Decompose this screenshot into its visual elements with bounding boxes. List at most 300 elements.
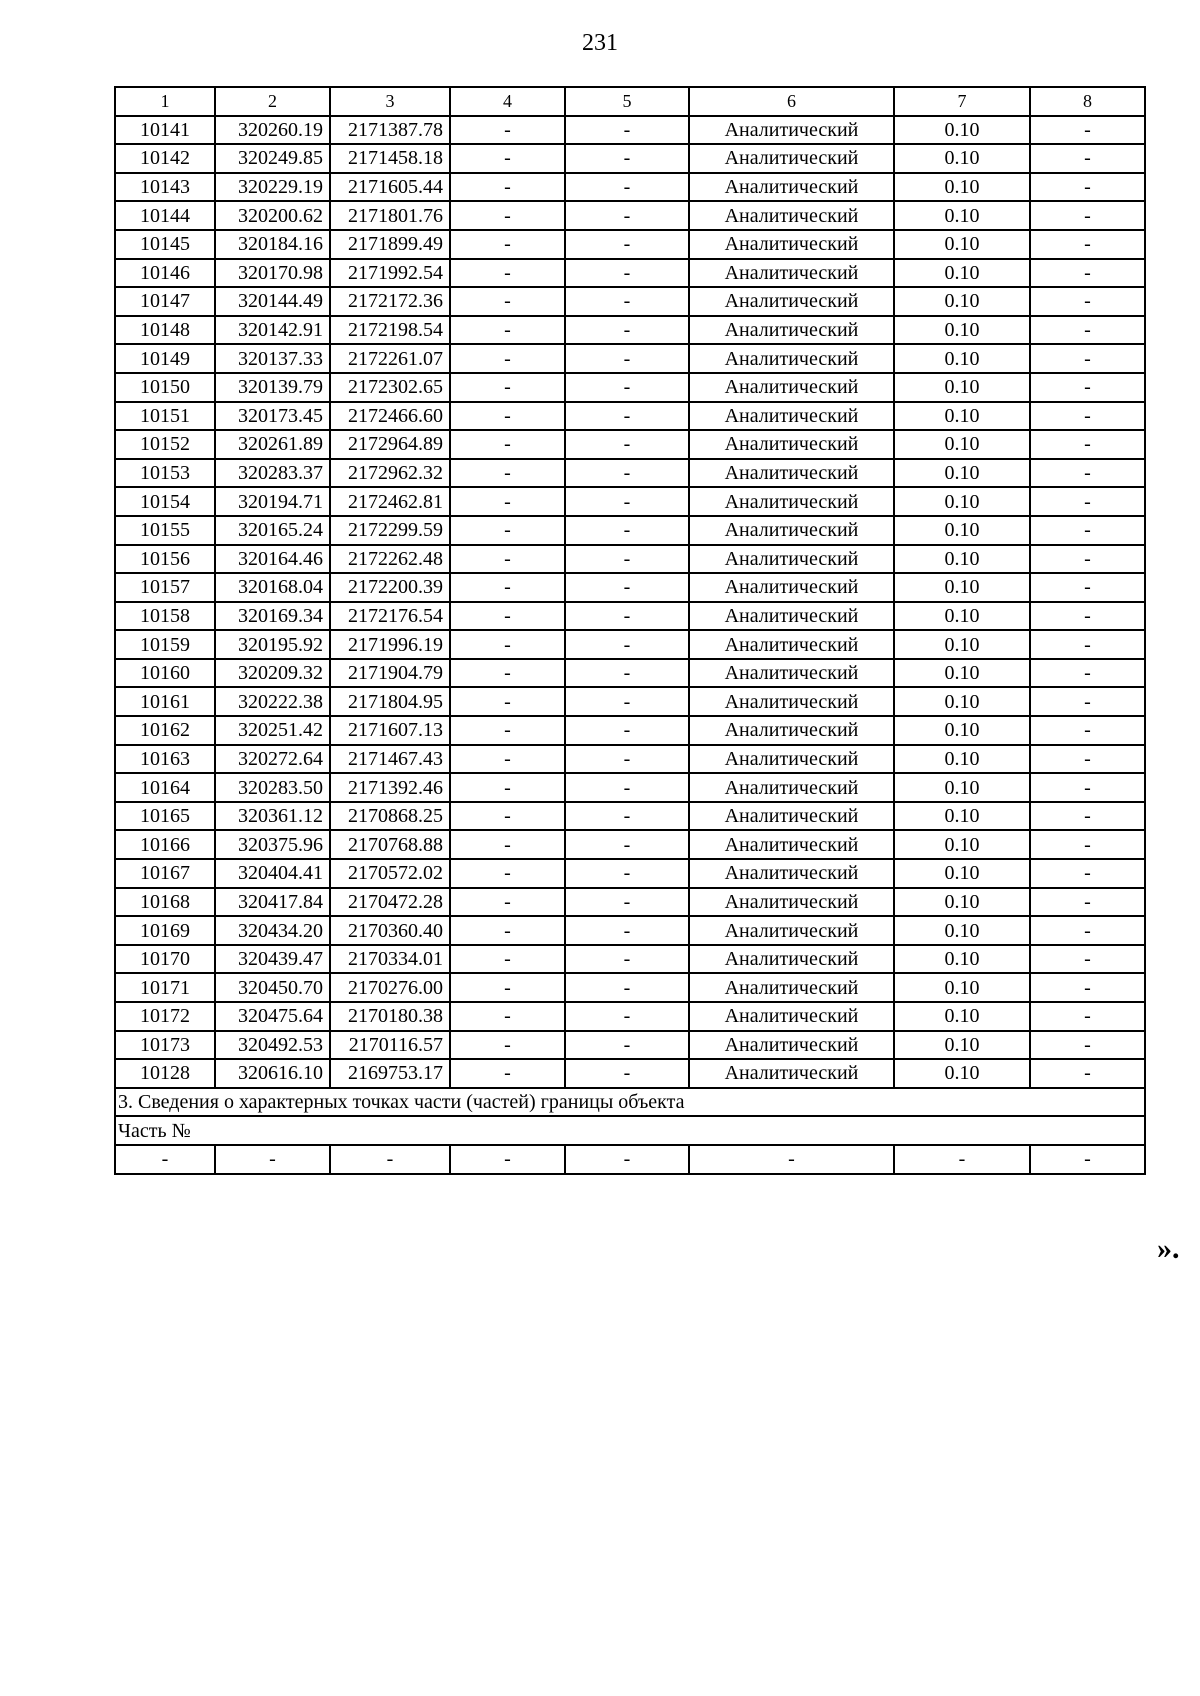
col8-cell: - — [1030, 659, 1145, 688]
method-cell: Аналитический — [689, 973, 894, 1002]
accuracy-cell: 0.10 — [894, 316, 1030, 345]
y-coordinate-cell: 2170472.28 — [330, 888, 450, 917]
point-number-cell: 10170 — [115, 945, 215, 974]
col5-cell: - — [565, 916, 689, 945]
accuracy-cell: 0.10 — [894, 630, 1030, 659]
method-cell: Аналитический — [689, 916, 894, 945]
method-cell: Аналитический — [689, 773, 894, 802]
method-cell: Аналитический — [689, 802, 894, 831]
col5-cell: - — [565, 373, 689, 402]
col4-cell: - — [450, 230, 565, 259]
column-header: 5 — [565, 87, 689, 116]
accuracy-cell: 0.10 — [894, 659, 1030, 688]
col8-cell: - — [1030, 459, 1145, 488]
y-coordinate-cell: 2171996.19 — [330, 630, 450, 659]
point-number-cell: 10159 — [115, 630, 215, 659]
col5-cell: - — [565, 545, 689, 574]
x-coordinate-cell: 320272.64 — [215, 745, 330, 774]
point-number-cell: 10150 — [115, 373, 215, 402]
col5-cell: - — [565, 430, 689, 459]
col4-cell: - — [450, 916, 565, 945]
part-data-cell: - — [894, 1145, 1030, 1174]
col8-cell: - — [1030, 773, 1145, 802]
col8-cell: - — [1030, 1002, 1145, 1031]
point-number-cell: 10155 — [115, 516, 215, 545]
y-coordinate-cell: 2171392.46 — [330, 773, 450, 802]
accuracy-cell: 0.10 — [894, 687, 1030, 716]
method-cell: Аналитический — [689, 1059, 894, 1088]
y-coordinate-cell: 2171899.49 — [330, 230, 450, 259]
col5-cell: - — [565, 773, 689, 802]
method-cell: Аналитический — [689, 259, 894, 288]
col4-cell: - — [450, 259, 565, 288]
col8-cell: - — [1030, 287, 1145, 316]
y-coordinate-cell: 2170868.25 — [330, 802, 450, 831]
method-cell: Аналитический — [689, 344, 894, 373]
table-row — [115, 144, 1145, 173]
y-coordinate-cell: 2172962.32 — [330, 459, 450, 488]
method-cell: Аналитический — [689, 316, 894, 345]
col5-cell: - — [565, 802, 689, 831]
table-row — [115, 945, 1145, 974]
col4-cell: - — [450, 545, 565, 574]
col8-cell: - — [1030, 602, 1145, 631]
accuracy-cell: 0.10 — [894, 545, 1030, 574]
col8-cell: - — [1030, 316, 1145, 345]
col5-cell: - — [565, 173, 689, 202]
col8-cell: - — [1030, 945, 1145, 974]
y-coordinate-cell: 2171992.54 — [330, 259, 450, 288]
col5-cell: - — [565, 259, 689, 288]
col4-cell: - — [450, 773, 565, 802]
accuracy-cell: 0.10 — [894, 1059, 1030, 1088]
y-coordinate-cell: 2171904.79 — [330, 659, 450, 688]
x-coordinate-cell: 320229.19 — [215, 173, 330, 202]
column-header: 6 — [689, 87, 894, 116]
col8-cell: - — [1030, 973, 1145, 1002]
table-row — [115, 916, 1145, 945]
col4-cell: - — [450, 1031, 565, 1060]
col8-cell: - — [1030, 916, 1145, 945]
x-coordinate-cell: 320142.91 — [215, 316, 330, 345]
closing-quote-mark: ». — [1157, 1232, 1180, 1265]
col5-cell: - — [565, 487, 689, 516]
col5-cell: - — [565, 659, 689, 688]
x-coordinate-cell: 320404.41 — [215, 859, 330, 888]
y-coordinate-cell: 2172176.54 — [330, 602, 450, 631]
col4-cell: - — [450, 316, 565, 345]
table-row — [115, 259, 1145, 288]
section-title: 3. Сведения о характерных точках части (частей) границы объекта — [115, 1088, 1145, 1117]
point-number-cell: 10158 — [115, 602, 215, 631]
col4-cell: - — [450, 116, 565, 145]
accuracy-cell: 0.10 — [894, 916, 1030, 945]
x-coordinate-cell: 320261.89 — [215, 430, 330, 459]
accuracy-cell: 0.10 — [894, 716, 1030, 745]
section-title-row — [115, 1088, 1145, 1117]
y-coordinate-cell: 2172299.59 — [330, 516, 450, 545]
x-coordinate-cell: 320283.50 — [215, 773, 330, 802]
y-coordinate-cell: 2171605.44 — [330, 173, 450, 202]
point-number-cell: 10164 — [115, 773, 215, 802]
col4-cell: - — [450, 859, 565, 888]
point-number-cell: 10147 — [115, 287, 215, 316]
x-coordinate-cell: 320195.92 — [215, 630, 330, 659]
part-data-cell: - — [330, 1145, 450, 1174]
method-cell: Аналитический — [689, 659, 894, 688]
y-coordinate-cell: 2172198.54 — [330, 316, 450, 345]
point-number-cell: 10148 — [115, 316, 215, 345]
col5-cell: - — [565, 402, 689, 431]
table-row — [115, 716, 1145, 745]
col8-cell: - — [1030, 116, 1145, 145]
table-row — [115, 373, 1145, 402]
col8-cell: - — [1030, 630, 1145, 659]
col8-cell: - — [1030, 687, 1145, 716]
method-cell: Аналитический — [689, 373, 894, 402]
accuracy-cell: 0.10 — [894, 888, 1030, 917]
y-coordinate-cell: 2171458.18 — [330, 144, 450, 173]
y-coordinate-cell: 2172302.65 — [330, 373, 450, 402]
col5-cell: - — [565, 287, 689, 316]
col5-cell: - — [565, 116, 689, 145]
x-coordinate-cell: 320165.24 — [215, 516, 330, 545]
point-number-cell: 10156 — [115, 545, 215, 574]
part-data-cell: - — [115, 1145, 215, 1174]
y-coordinate-cell: 2171467.43 — [330, 745, 450, 774]
y-coordinate-cell: 2170768.88 — [330, 830, 450, 859]
point-number-cell: 10161 — [115, 687, 215, 716]
table-row — [115, 1059, 1145, 1088]
table-row — [115, 602, 1145, 631]
col4-cell: - — [450, 1059, 565, 1088]
table-row — [115, 230, 1145, 259]
method-cell: Аналитический — [689, 430, 894, 459]
y-coordinate-cell: 2170276.00 — [330, 973, 450, 1002]
accuracy-cell: 0.10 — [894, 116, 1030, 145]
part-data-cell: - — [450, 1145, 565, 1174]
method-cell: Аналитический — [689, 888, 894, 917]
method-cell: Аналитический — [689, 173, 894, 202]
method-cell: Аналитический — [689, 830, 894, 859]
method-cell: Аналитический — [689, 573, 894, 602]
col4-cell: - — [450, 287, 565, 316]
x-coordinate-cell: 320450.70 — [215, 973, 330, 1002]
method-cell: Аналитический — [689, 287, 894, 316]
point-number-cell: 10162 — [115, 716, 215, 745]
accuracy-cell: 0.10 — [894, 830, 1030, 859]
method-cell: Аналитический — [689, 859, 894, 888]
col5-cell: - — [565, 516, 689, 545]
col4-cell: - — [450, 659, 565, 688]
part-data-row — [115, 1145, 1145, 1174]
x-coordinate-cell: 320260.19 — [215, 116, 330, 145]
accuracy-cell: 0.10 — [894, 259, 1030, 288]
method-cell: Аналитический — [689, 1002, 894, 1031]
col5-cell: - — [565, 316, 689, 345]
y-coordinate-cell: 2170116.57 — [330, 1031, 450, 1060]
col4-cell: - — [450, 802, 565, 831]
point-number-cell: 10163 — [115, 745, 215, 774]
col8-cell: - — [1030, 1031, 1145, 1060]
col4-cell: - — [450, 573, 565, 602]
col8-cell: - — [1030, 259, 1145, 288]
y-coordinate-cell: 2170180.38 — [330, 1002, 450, 1031]
col4-cell: - — [450, 516, 565, 545]
accuracy-cell: 0.10 — [894, 945, 1030, 974]
table-row — [115, 201, 1145, 230]
accuracy-cell: 0.10 — [894, 859, 1030, 888]
method-cell: Аналитический — [689, 459, 894, 488]
table-row — [115, 687, 1145, 716]
col5-cell: - — [565, 1059, 689, 1088]
table-row — [115, 459, 1145, 488]
point-number-cell: 10168 — [115, 888, 215, 917]
point-number-cell: 10165 — [115, 802, 215, 831]
x-coordinate-cell: 320164.46 — [215, 545, 330, 574]
accuracy-cell: 0.10 — [894, 973, 1030, 1002]
table-row — [115, 888, 1145, 917]
table-row — [115, 859, 1145, 888]
col4-cell: - — [450, 945, 565, 974]
col8-cell: - — [1030, 716, 1145, 745]
x-coordinate-cell: 320137.33 — [215, 344, 330, 373]
col4-cell: - — [450, 687, 565, 716]
col8-cell: - — [1030, 545, 1145, 574]
col5-cell: - — [565, 230, 689, 259]
accuracy-cell: 0.10 — [894, 602, 1030, 631]
y-coordinate-cell: 2169753.17 — [330, 1059, 450, 1088]
accuracy-cell: 0.10 — [894, 402, 1030, 431]
x-coordinate-cell: 320475.64 — [215, 1002, 330, 1031]
column-header: 3 — [330, 87, 450, 116]
col4-cell: - — [450, 830, 565, 859]
method-cell: Аналитический — [689, 630, 894, 659]
col5-cell: - — [565, 859, 689, 888]
method-cell: Аналитический — [689, 201, 894, 230]
table-row — [115, 402, 1145, 431]
x-coordinate-cell: 320168.04 — [215, 573, 330, 602]
table-row — [115, 630, 1145, 659]
point-number-cell: 10172 — [115, 1002, 215, 1031]
y-coordinate-cell: 2172462.81 — [330, 487, 450, 516]
point-number-cell: 10173 — [115, 1031, 215, 1060]
x-coordinate-cell: 320492.53 — [215, 1031, 330, 1060]
col5-cell: - — [565, 1002, 689, 1031]
point-number-cell: 10154 — [115, 487, 215, 516]
accuracy-cell: 0.10 — [894, 230, 1030, 259]
y-coordinate-cell: 2172200.39 — [330, 573, 450, 602]
col8-cell: - — [1030, 230, 1145, 259]
col8-cell: - — [1030, 373, 1145, 402]
col4-cell: - — [450, 745, 565, 774]
method-cell: Аналитический — [689, 516, 894, 545]
accuracy-cell: 0.10 — [894, 173, 1030, 202]
col5-cell: - — [565, 602, 689, 631]
table-body — [115, 87, 1145, 1174]
col5-cell: - — [565, 888, 689, 917]
col4-cell: - — [450, 144, 565, 173]
col8-cell: - — [1030, 888, 1145, 917]
col4-cell: - — [450, 373, 565, 402]
table-row — [115, 1031, 1145, 1060]
accuracy-cell: 0.10 — [894, 201, 1030, 230]
col8-cell: - — [1030, 487, 1145, 516]
table-row — [115, 173, 1145, 202]
x-coordinate-cell: 320194.71 — [215, 487, 330, 516]
method-cell: Аналитический — [689, 745, 894, 774]
part-label-row — [115, 1116, 1145, 1145]
page-number: 231 — [582, 30, 618, 56]
accuracy-cell: 0.10 — [894, 773, 1030, 802]
accuracy-cell: 0.10 — [894, 373, 1030, 402]
col4-cell: - — [450, 487, 565, 516]
method-cell: Аналитический — [689, 945, 894, 974]
x-coordinate-cell: 320209.32 — [215, 659, 330, 688]
x-coordinate-cell: 320616.10 — [215, 1059, 330, 1088]
col4-cell: - — [450, 973, 565, 1002]
table-row — [115, 116, 1145, 145]
x-coordinate-cell: 320375.96 — [215, 830, 330, 859]
column-header: 4 — [450, 87, 565, 116]
x-coordinate-cell: 320417.84 — [215, 888, 330, 917]
method-cell: Аналитический — [689, 716, 894, 745]
table-row — [115, 573, 1145, 602]
point-number-cell: 10145 — [115, 230, 215, 259]
column-header: 2 — [215, 87, 330, 116]
accuracy-cell: 0.10 — [894, 459, 1030, 488]
column-header: 7 — [894, 87, 1030, 116]
point-number-cell: 10160 — [115, 659, 215, 688]
point-number-cell: 10142 — [115, 144, 215, 173]
point-number-cell: 10166 — [115, 830, 215, 859]
col4-cell: - — [450, 402, 565, 431]
method-cell: Аналитический — [689, 545, 894, 574]
y-coordinate-cell: 2170360.40 — [330, 916, 450, 945]
y-coordinate-cell: 2171387.78 — [330, 116, 450, 145]
col4-cell: - — [450, 602, 565, 631]
col8-cell: - — [1030, 573, 1145, 602]
x-coordinate-cell: 320361.12 — [215, 802, 330, 831]
method-cell: Аналитический — [689, 402, 894, 431]
table-row — [115, 430, 1145, 459]
part-data-cell: - — [689, 1145, 894, 1174]
x-coordinate-cell: 320283.37 — [215, 459, 330, 488]
col8-cell: - — [1030, 402, 1145, 431]
column-header: 1 — [115, 87, 215, 116]
table-row — [115, 659, 1145, 688]
accuracy-cell: 0.10 — [894, 573, 1030, 602]
point-number-cell: 10143 — [115, 173, 215, 202]
x-coordinate-cell: 320169.34 — [215, 602, 330, 631]
accuracy-cell: 0.10 — [894, 802, 1030, 831]
y-coordinate-cell: 2171607.13 — [330, 716, 450, 745]
y-coordinate-cell: 2170572.02 — [330, 859, 450, 888]
y-coordinate-cell: 2172262.48 — [330, 545, 450, 574]
y-coordinate-cell: 2172964.89 — [330, 430, 450, 459]
table-row — [115, 745, 1145, 774]
point-number-cell: 10146 — [115, 259, 215, 288]
col8-cell: - — [1030, 344, 1145, 373]
table-row — [115, 344, 1145, 373]
col8-cell: - — [1030, 1059, 1145, 1088]
col4-cell: - — [450, 1002, 565, 1031]
x-coordinate-cell: 320249.85 — [215, 144, 330, 173]
col5-cell: - — [565, 687, 689, 716]
x-coordinate-cell: 320144.49 — [215, 287, 330, 316]
col8-cell: - — [1030, 516, 1145, 545]
method-cell: Аналитический — [689, 687, 894, 716]
col4-cell: - — [450, 630, 565, 659]
col4-cell: - — [450, 430, 565, 459]
table-row — [115, 287, 1145, 316]
method-cell: Аналитический — [689, 144, 894, 173]
x-coordinate-cell: 320170.98 — [215, 259, 330, 288]
point-number-cell: 10171 — [115, 973, 215, 1002]
accuracy-cell: 0.10 — [894, 1002, 1030, 1031]
method-cell: Аналитический — [689, 116, 894, 145]
table-header-row — [115, 87, 1145, 116]
point-number-cell: 10149 — [115, 344, 215, 373]
method-cell: Аналитический — [689, 1031, 894, 1060]
x-coordinate-cell: 320222.38 — [215, 687, 330, 716]
table-row — [115, 316, 1145, 345]
part-label: Часть № — [115, 1116, 1145, 1145]
col4-cell: - — [450, 888, 565, 917]
y-coordinate-cell: 2172466.60 — [330, 402, 450, 431]
y-coordinate-cell: 2170334.01 — [330, 945, 450, 974]
table-row — [115, 802, 1145, 831]
point-number-cell: 10151 — [115, 402, 215, 431]
col8-cell: - — [1030, 173, 1145, 202]
point-number-cell: 10167 — [115, 859, 215, 888]
col5-cell: - — [565, 630, 689, 659]
accuracy-cell: 0.10 — [894, 516, 1030, 545]
accuracy-cell: 0.10 — [894, 487, 1030, 516]
col5-cell: - — [565, 459, 689, 488]
y-coordinate-cell: 2171804.95 — [330, 687, 450, 716]
col8-cell: - — [1030, 802, 1145, 831]
part-data-cell: - — [565, 1145, 689, 1174]
method-cell: Аналитический — [689, 487, 894, 516]
accuracy-cell: 0.10 — [894, 344, 1030, 373]
coordinates-table-container — [114, 86, 1146, 1175]
point-number-cell: 10128 — [115, 1059, 215, 1088]
coordinates-table — [114, 86, 1146, 1175]
point-number-cell: 10169 — [115, 916, 215, 945]
x-coordinate-cell: 320139.79 — [215, 373, 330, 402]
col5-cell: - — [565, 573, 689, 602]
y-coordinate-cell: 2171801.76 — [330, 201, 450, 230]
x-coordinate-cell: 320184.16 — [215, 230, 330, 259]
method-cell: Аналитический — [689, 602, 894, 631]
col5-cell: - — [565, 830, 689, 859]
accuracy-cell: 0.10 — [894, 1031, 1030, 1060]
table-row — [115, 773, 1145, 802]
col4-cell: - — [450, 459, 565, 488]
col4-cell: - — [450, 201, 565, 230]
col8-cell: - — [1030, 830, 1145, 859]
col5-cell: - — [565, 144, 689, 173]
col8-cell: - — [1030, 745, 1145, 774]
method-cell: Аналитический — [689, 230, 894, 259]
point-number-cell: 10144 — [115, 201, 215, 230]
col4-cell: - — [450, 344, 565, 373]
column-header: 8 — [1030, 87, 1145, 116]
part-data-cell: - — [1030, 1145, 1145, 1174]
col5-cell: - — [565, 973, 689, 1002]
point-number-cell: 10157 — [115, 573, 215, 602]
